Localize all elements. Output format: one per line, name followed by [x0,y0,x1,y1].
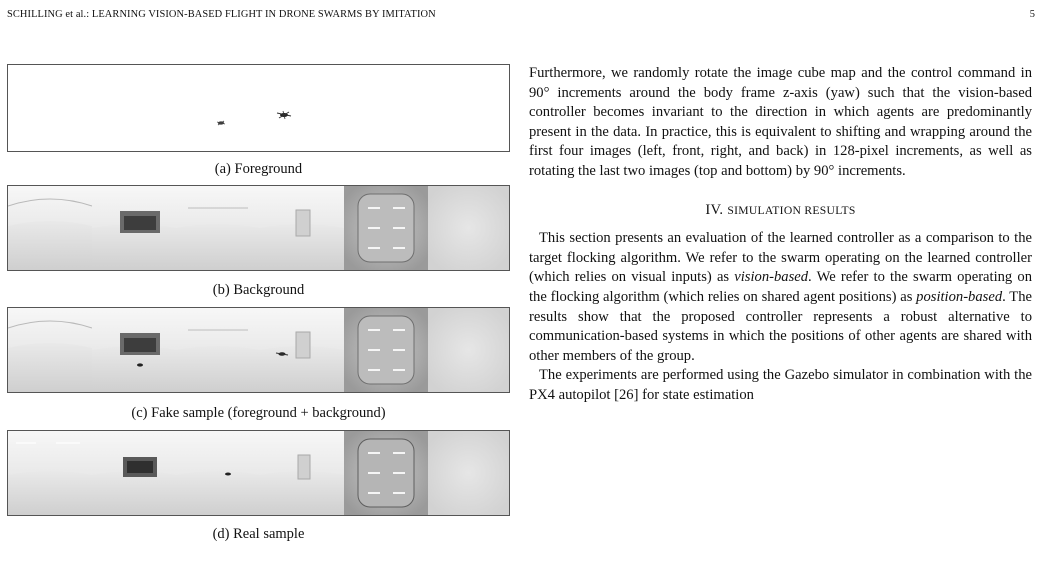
paragraph-augmentation: Furthermore, we randomly rotate the image cube map and the control command in 90° increments around the body frame z-axis (yaw) such that the vision-based controller becomes invariant to the direction in which agents are predominantly present in the data. In practice, this is equivalent to shifting and wrapping around the first four images (left, front, right, and back) in 128-pixel increments, as well as rotating the last two images (top and bottom) by 90° increments. [529,65,1032,179]
page-number: 5 [1029,9,1035,20]
caption-fake-sample: (c) Fake sample (foreground + background) [131,405,386,421]
paragraph-results-part3: . The results show that the proposed controller represents a robust alternative to communication-based systems in which the positions of other agents are shared with other members of the group. [529,288,1032,364]
section-number: IV. [705,201,724,218]
fake-sample-image [7,307,510,393]
real-sample-image [7,430,510,516]
paragraph-results [529,229,1032,366]
term-vision-based: vision-based [734,269,809,286]
caption-real-sample: (d) Real sample [212,526,305,542]
section-title: SIMULATION RESULTS [727,203,856,217]
caption-foreground: (a) Foreground [214,161,303,177]
text-column [529,64,1032,406]
paragraph-results-part1: This section presents an evaluation of the learned controller as a comparison to the target flocking algorithm. We refer to the swarm operating on the learned controller (which relies on visual inputs) as [529,230,1032,286]
drone-small [217,121,225,125]
running-head [7,9,1035,23]
paragraph-results-part2: . We refer to the swarm operating on the flocking algorithm (which relies on shared agent positions) as [529,269,1032,305]
background-image [7,185,510,271]
drone-large [277,111,291,119]
caption-background: (b) Background [212,282,305,298]
paragraph-experiments: The experiments are performed using the Gazebo simulator in combination with the PX4 autopilot [26] for state estimation [529,367,1032,403]
section-heading [529,201,1032,221]
foreground-image [7,64,510,152]
running-title: SCHILLING et al.: LEARNING VISION-BASED FLIGHT IN DRONE SWARMS BY IMITATION [7,9,436,20]
term-position-based: position-based [916,288,1003,305]
